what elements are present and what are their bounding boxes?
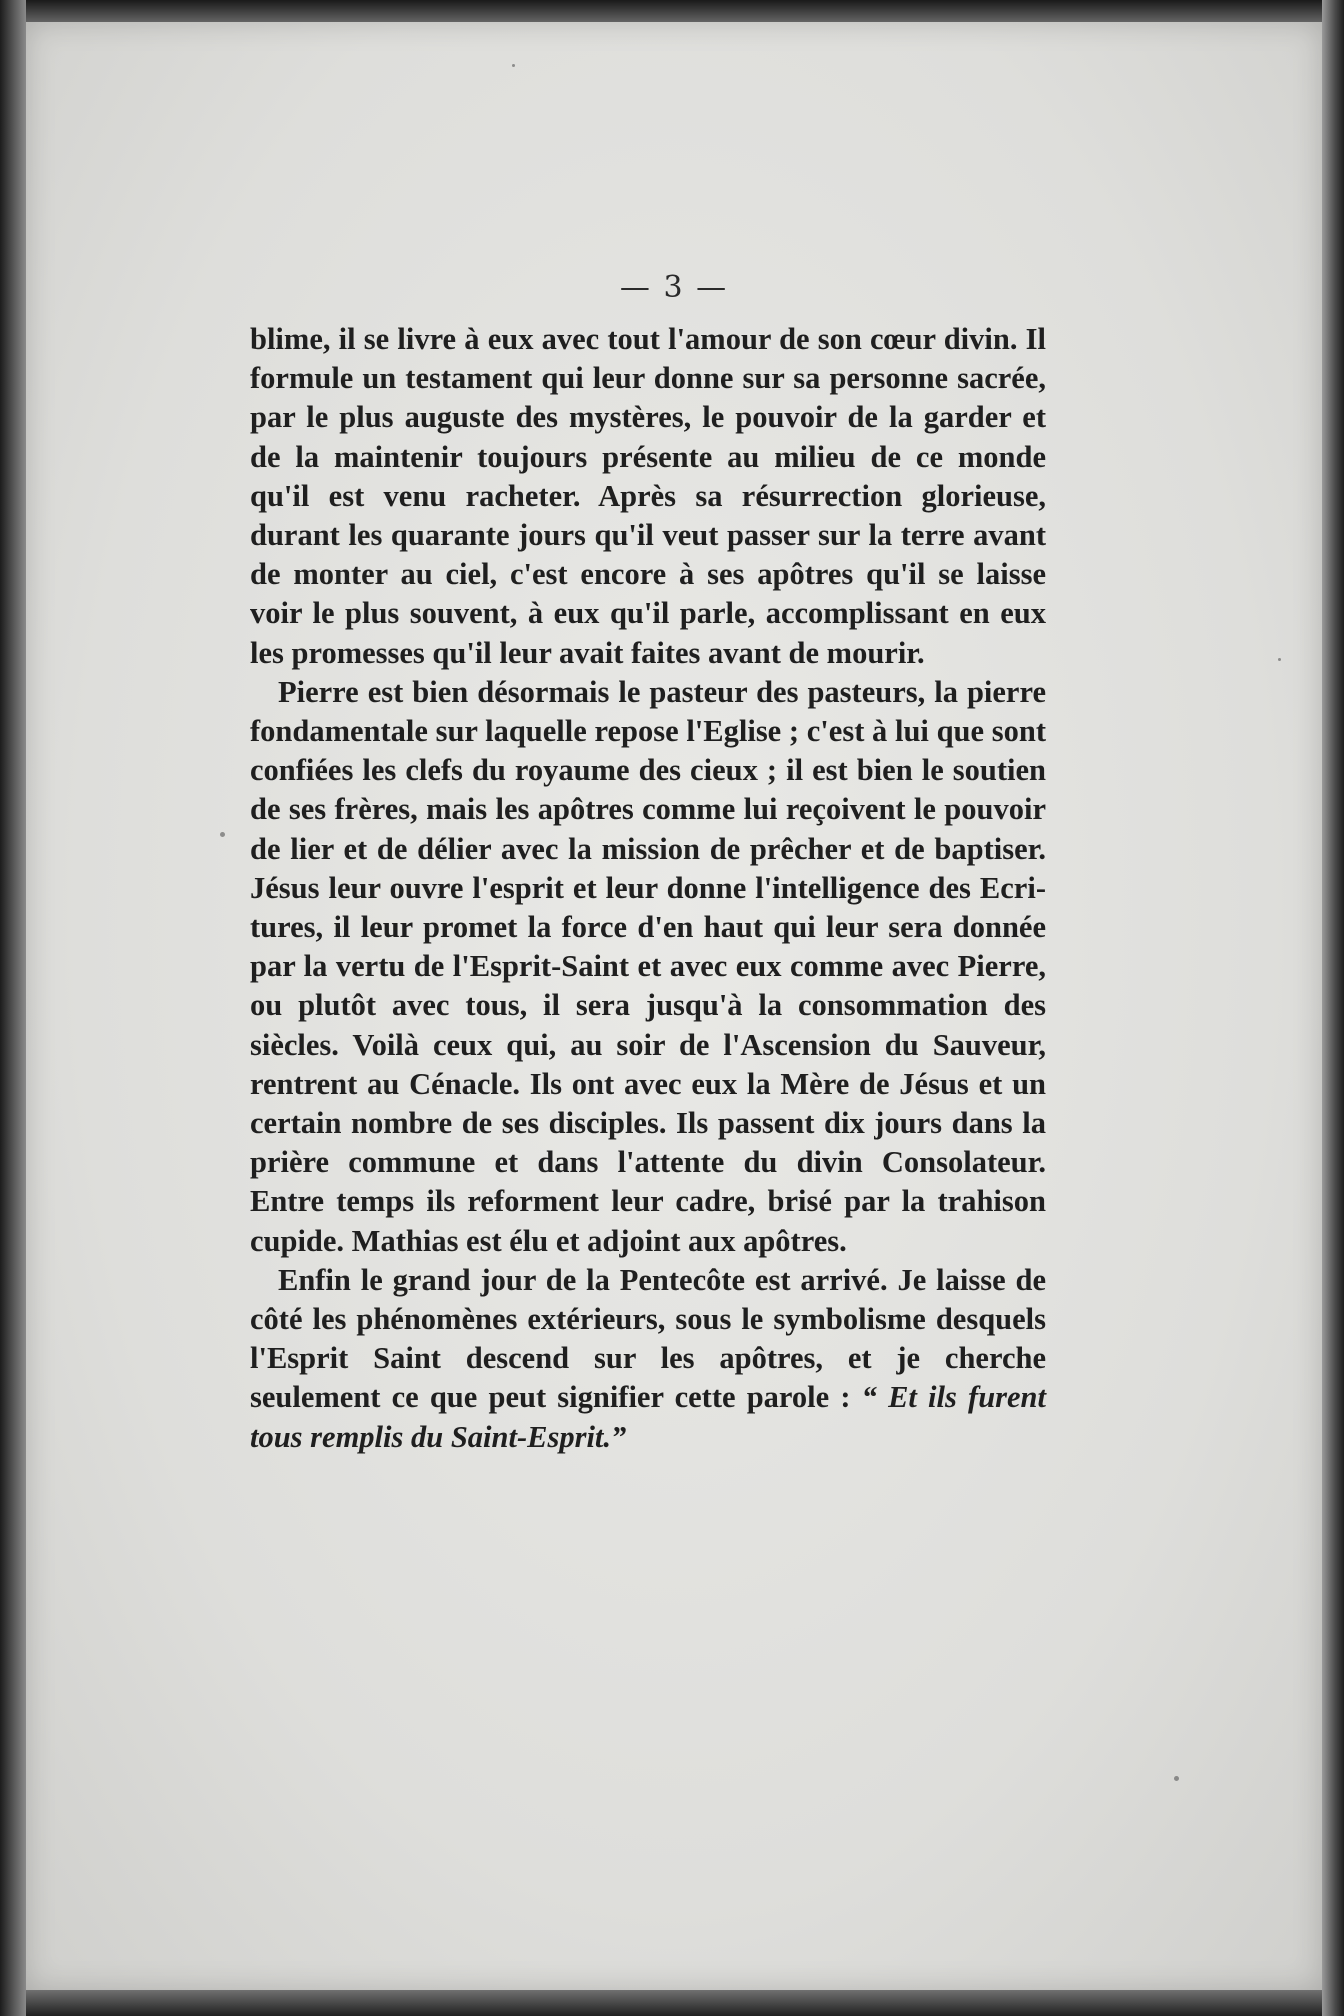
dust-speck	[512, 64, 515, 67]
dust-speck	[220, 832, 225, 837]
scan-border-bottom	[0, 1990, 1344, 2016]
page-number: — 3 —	[619, 270, 729, 305]
scan-border-top	[0, 0, 1344, 24]
body-text	[250, 320, 1046, 1457]
scan-border-right	[1322, 0, 1344, 2016]
dust-speck	[1174, 1776, 1179, 1781]
dust-speck	[1278, 658, 1281, 661]
paragraph-2: Pierre est bien désormais le pasteur des pasteurs, la pierre fondamentale sur laquelle repose l'Eglise ; c'est à lui que sont confiées les clefs du royaume des cieux ; il est bien le soutien de ses frères, mais les apôtres comme lui reçoivent le pouvoir de lier et de délier avec la mission de prêcher et de baptiser. Jésus leur ouvre l'esprit et leur donne l'intelligence des Ecritures, il leur promet la force d'en haut qui leur sera donnée par la vertu de l'Esprit-Saint et avec eux comme avec Pierre, ou plutôt avec tous, il sera jusqu'à la consommation des siècles. Voilà ceux qui, au soir de l'Ascension du Sauveur, rentrent au Cénacle. Ils ont avec eux la Mère de Jésus et un certain nombre de ses disciples. Ils passent dix jours dans la prière commune et dans l'attente du divin Consolateur. Entre temps ils reforment leur cadre, brisé par la trahison cupide. Mathias est élu et adjoint aux apôtres.	[250, 674, 1046, 1258]
book-page	[26, 22, 1322, 1990]
paragraph-3	[250, 1261, 1046, 1457]
paragraph-1: blime, il se livre à eux avec tout l'amour de son cœur divin. Il formule un testament qui leur donne sur sa personne sacrée, par le plus auguste des mystères, le pouvoir de la garder et de la maintenir toujours présente au milieu de ce monde qu'il est venu racheter. Après sa résurrection glorieuse, durant les quarante jours qu'il veut passer sur la terre avant de monter au ciel, c'est encore à ses apôtres qu'il se laisse voir le plus souvent, à eux qu'il parle, accomplissant en eux les promesses qu'il leur avait faites avant de mourir.	[250, 322, 1046, 670]
scan-border-left	[0, 0, 26, 2016]
scripture-quote: “ Et ils furent tous remplis du Saint-Esprit.”	[250, 1380, 1046, 1454]
paragraph-3-text: Enfin le grand jour de la Pentecôte est arrivé. Je laisse de côté les phénomènes extérieurs, sous le symbolisme desquels l'Esprit Saint descend sur les apôtres, et je cherche seulement ce que peut signifier cette parole :	[250, 1262, 1046, 1415]
